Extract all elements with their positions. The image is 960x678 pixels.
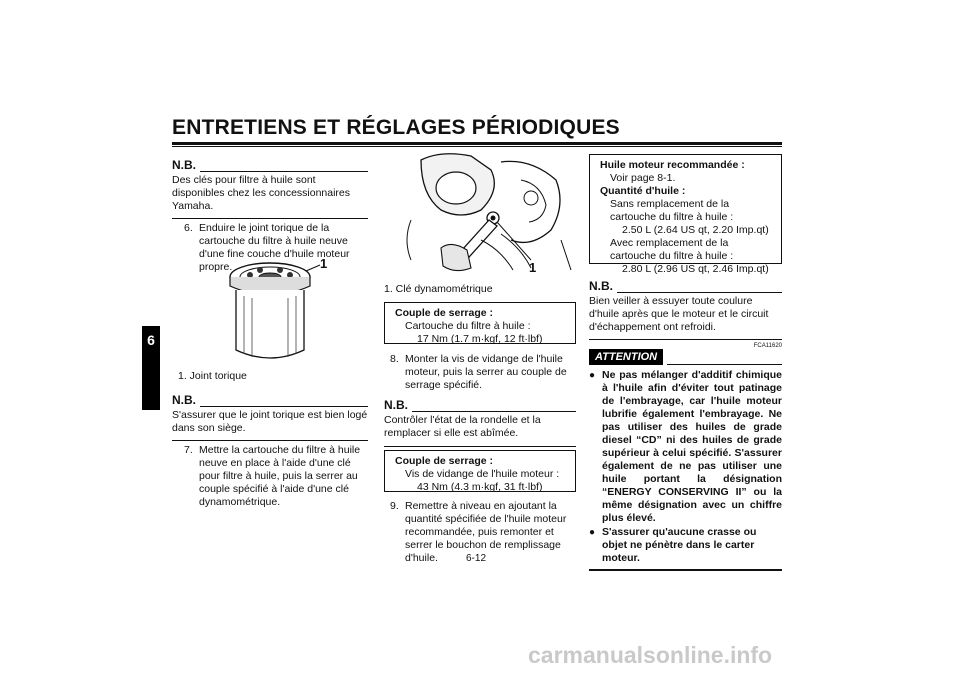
quantity-without-filter-value: 2.50 L (2.64 US qt, 2.20 Imp.qt) [622, 224, 769, 236]
column-3-body [589, 279, 782, 571]
nb-text: Des clés pour filtre à huile sont disponibles chez les concessionnaires Yamaha. [172, 174, 351, 212]
watermark: carmanualsonline.info [528, 642, 773, 668]
step-text: Mettre la cartouche du filtre à huile neuve en place à l'aide d'une clé pour filtre à huile, puis la serrer au couple spécifié à l'aide d'une clé dynamométrique. [199, 444, 361, 508]
bullet-text: Ne pas mélanger d'additif chimique à l'huile afin d'éviter tout patinage de l'embrayage, car l'huile moteur lubrifie également l'embrayage. Ne pas utiliser des huiles de grade diesel “CD” ni des huiles de grade supérieur à celui spécifié. S'assurer également de ne pas utiliser une huile portant la désignation “ENERGY CONSERVING II” ou la même désignation avec un chiffre plus élevé. [602, 369, 782, 524]
nb-text: Contrôler l'état de la rondelle et la remplacer si elle est abîmée. [384, 414, 541, 439]
callout-number: 1 [320, 256, 328, 271]
nb-label: N.B. [589, 279, 613, 293]
torque-box-drain-bolt [384, 450, 576, 492]
divider [172, 218, 368, 219]
step-7 [172, 444, 368, 509]
attention-bullet [589, 526, 782, 565]
oil-title: Huile moteur recommandée : [600, 159, 745, 171]
divider [172, 440, 368, 441]
step-8 [384, 353, 576, 392]
page-number: 6-12 [466, 553, 487, 564]
page-title: ENTRETIENS ET RÉGLAGES PÉRIODIQUES [172, 116, 620, 139]
chapter-tab: 6 [142, 326, 160, 410]
nb-heading [589, 279, 782, 293]
figure-caption: 1. Clé dynamométrique [384, 283, 493, 295]
nb-heading [384, 398, 576, 412]
column-1-lower [172, 393, 368, 509]
oil-spec-box [589, 154, 782, 275]
quantity-with-filter: Avec remplacement de la cartouche du filtre à huile : [610, 237, 734, 262]
figure-oil-filter [172, 250, 368, 380]
attention-badge: ATTENTION [589, 349, 663, 365]
oil-reference: Voir page 8-1. [610, 172, 676, 184]
bullet-text: S'assurer qu'aucune crasse ou objet ne pénètre dans le carter moteur. [602, 526, 757, 564]
torque-title: Couple de serrage : [395, 455, 494, 467]
reference-code: FCA11620 [753, 343, 782, 349]
bullet-icon: ● [589, 527, 596, 538]
divider [589, 339, 782, 340]
step-text: Monter la vis de vidange de l'huile moteur, puis la serrer au couple de serrage spécifié. [405, 353, 567, 391]
step-number: 9. [390, 500, 399, 512]
figure-torque-wrench [381, 150, 576, 278]
nb-heading [172, 158, 368, 172]
quantity-without-filter: Sans remplacement de la cartouche du filtre à huile : [610, 198, 734, 223]
step-text: Enduire le joint torique de la cartouche du filtre à huile neuve d'une fine couche d'huile moteur propre. [199, 222, 350, 273]
bullet-icon: ● [589, 370, 596, 381]
torque-item: Cartouche du filtre à huile : [405, 320, 531, 332]
torque-value: 17 Nm (1.7 m·kgf, 12 ft·lbf) [417, 333, 543, 345]
attention-bullet [589, 369, 782, 525]
divider [589, 569, 782, 571]
oil-filter-illustration [172, 250, 368, 368]
nb-label: N.B. [384, 398, 408, 412]
torque-item: Vis de vidange de l'huile moteur : [405, 468, 560, 480]
quantity-title: Quantité d'huile : [600, 185, 686, 197]
column-2-body [384, 353, 576, 447]
nb-text: S'assurer que le joint torique est bien logé dans son siège. [172, 409, 368, 434]
step-text: Remettre à niveau en ajoutant la quantité spécifiée de l'huile moteur recommandée, puis remonter et serrer le bouchon de remplissage d'huile. [405, 500, 567, 564]
divider [384, 446, 576, 447]
torque-title: Couple de serrage : [395, 307, 494, 319]
torque-box-filter [384, 302, 576, 344]
title-rule [172, 142, 782, 145]
step-number: 8. [390, 353, 399, 365]
step-number: 6. [184, 222, 193, 234]
nb-label: N.B. [172, 158, 196, 172]
title-rule-thin [172, 146, 782, 147]
attention-heading [589, 349, 782, 365]
step-number: 7. [184, 444, 193, 456]
torque-value: 43 Nm (4.3 m·kgf, 31 ft·lbf) [417, 481, 543, 493]
nb-heading [172, 393, 368, 407]
nb-label: N.B. [172, 393, 196, 407]
callout-number: 1 [529, 260, 537, 275]
figure-caption: 1. Joint torique [178, 370, 247, 382]
torque-wrench-illustration [381, 150, 576, 278]
quantity-with-filter-value: 2.80 L (2.96 US qt, 2.46 Imp.qt) [622, 263, 769, 275]
nb-text: Bien veiller à essuyer toute coulure d'huile après que le moteur et le circuit d'échappement ont refroidi. [589, 295, 769, 333]
